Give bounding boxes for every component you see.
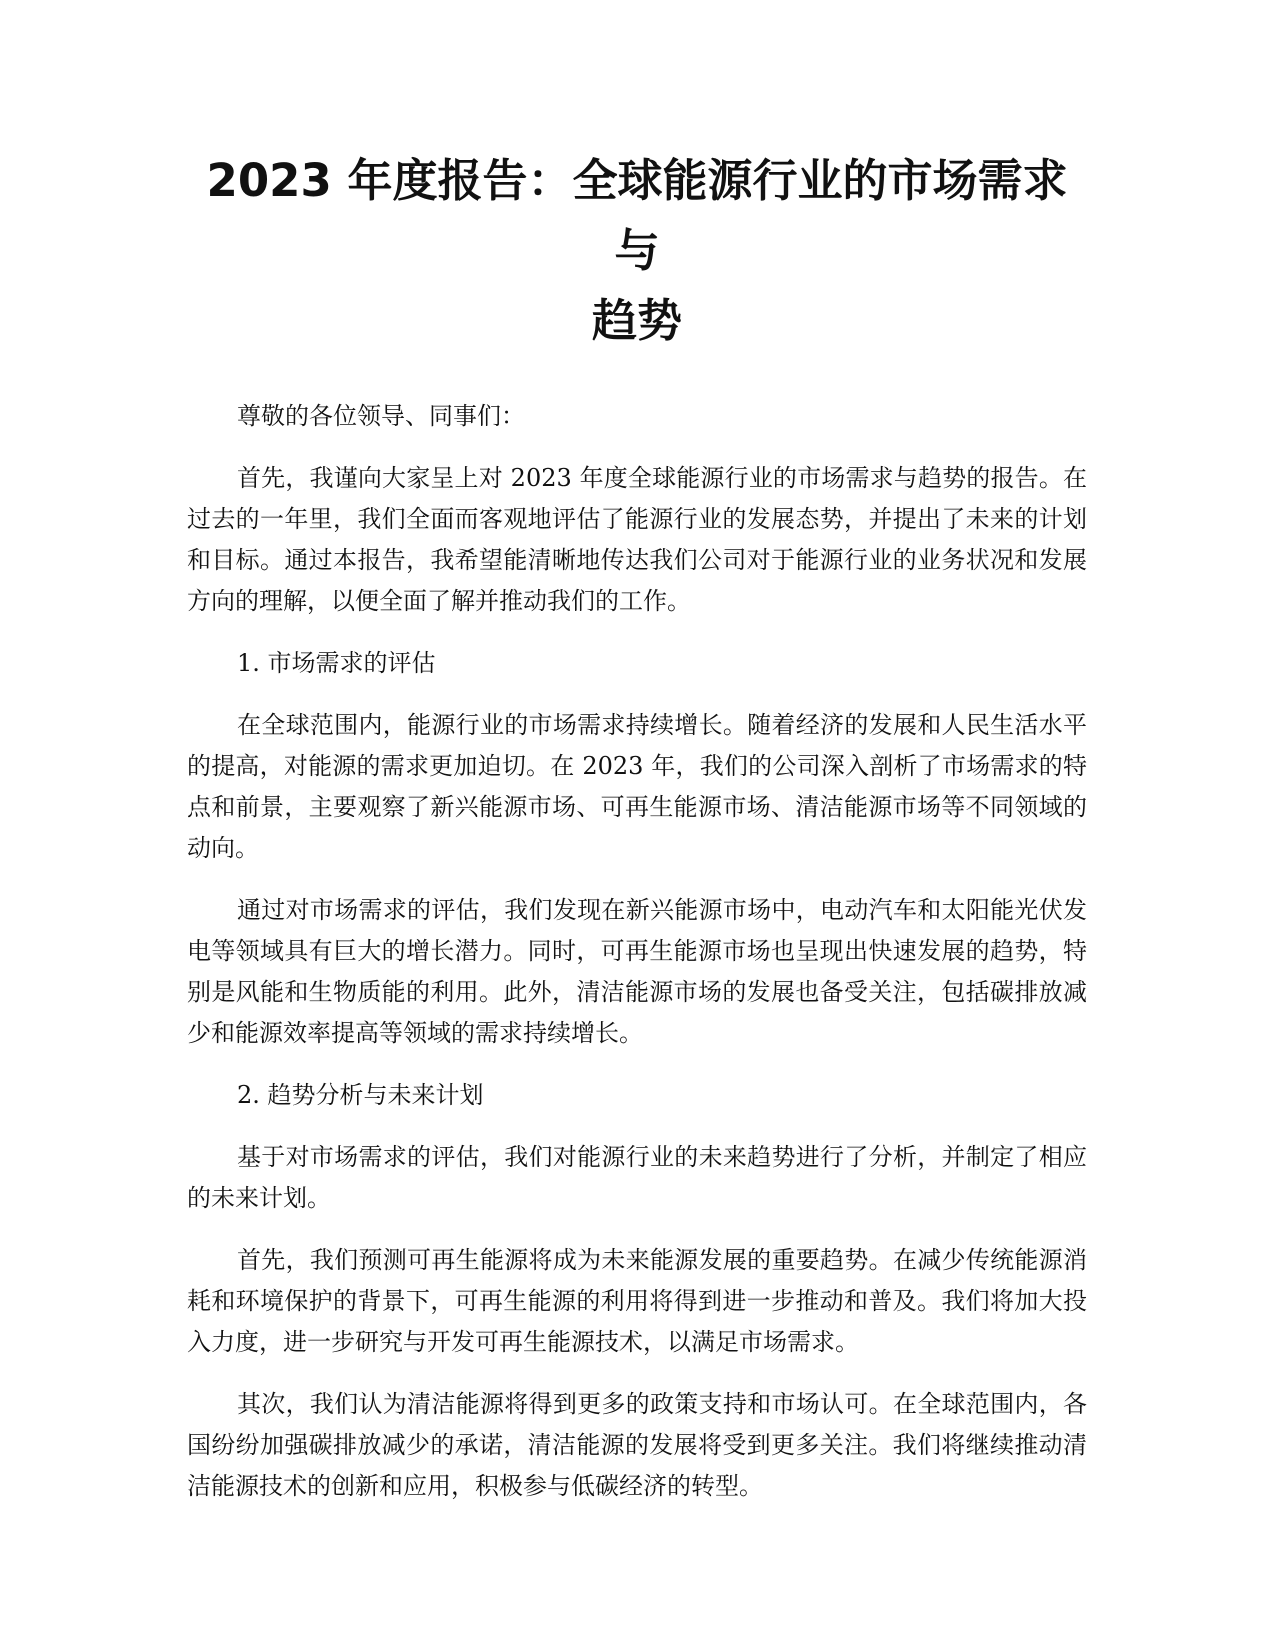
intro-paragraph: 首先，我谨向大家呈上对 2023 年度全球能源行业的市场需求与趋势的报告。在过去的一年里，我们全面而客观地评估了能源行业的发展态势，并提出了未来的计划和目标。通过本报告，我希望能清晰地传达我们公司对于能源行业的业务状况和发展方向的理解，以便全面了解并推动我们的工作。 (187, 464, 1087, 615)
section-heading-trend-analysis: 2. 趋势分析与未来计划 (237, 1081, 484, 1109)
market-demand-paragraph: 在全球范围内，能源行业的市场需求持续增长。随着经济的发展和人民生活水平的提高，对能源的需求更加迫切。在 2023 年，我们的公司深入剖析了市场需求的特点和前景，主要观察了新兴能源市场、可再生能源市场、清洁能源市场等不同领域的动向。 (187, 711, 1087, 862)
document-body (187, 146, 1087, 1528)
section-heading-market-demand: 1. 市场需求的评估 (237, 649, 436, 677)
market-findings-paragraph: 通过对市场需求的评估，我们发现在新兴能源市场中，电动汽车和太阳能光伏发电等领域具有巨大的增长潜力。同时，可再生能源市场也呈现出快速发展的趋势，特别是风能和生物质能的利用。此外，清洁能源市场的发展也备受关注，包括碳排放减少和能源效率提高等领域的需求持续增长。 (187, 896, 1087, 1047)
document-title: 2023 年度报告：全球能源行业的市场需求与 趋势 (206, 154, 1068, 347)
clean-energy-trend-paragraph: 其次，我们认为清洁能源将得到更多的政策支持和市场认可。在全球范围内，各国纷纷加强碳排放减少的承诺，清洁能源的发展将受到更多关注。我们将继续推动清洁能源技术的创新和应用，积极参与低碳经济的转型。 (187, 1390, 1087, 1500)
salutation-paragraph: 尊敬的各位领导、同事们： (237, 402, 525, 430)
renewable-trend-paragraph: 首先，我们预测可再生能源将成为未来能源发展的重要趋势。在减少传统能源消耗和环境保护的背景下，可再生能源的利用将得到进一步推动和普及。我们将加大投入力度，进一步研究与开发可再生能源技术，以满足市场需求。 (187, 1246, 1087, 1356)
trend-intro-paragraph: 基于对市场需求的评估，我们对能源行业的未来趋势进行了分析，并制定了相应的未来计划。 (187, 1143, 1087, 1212)
